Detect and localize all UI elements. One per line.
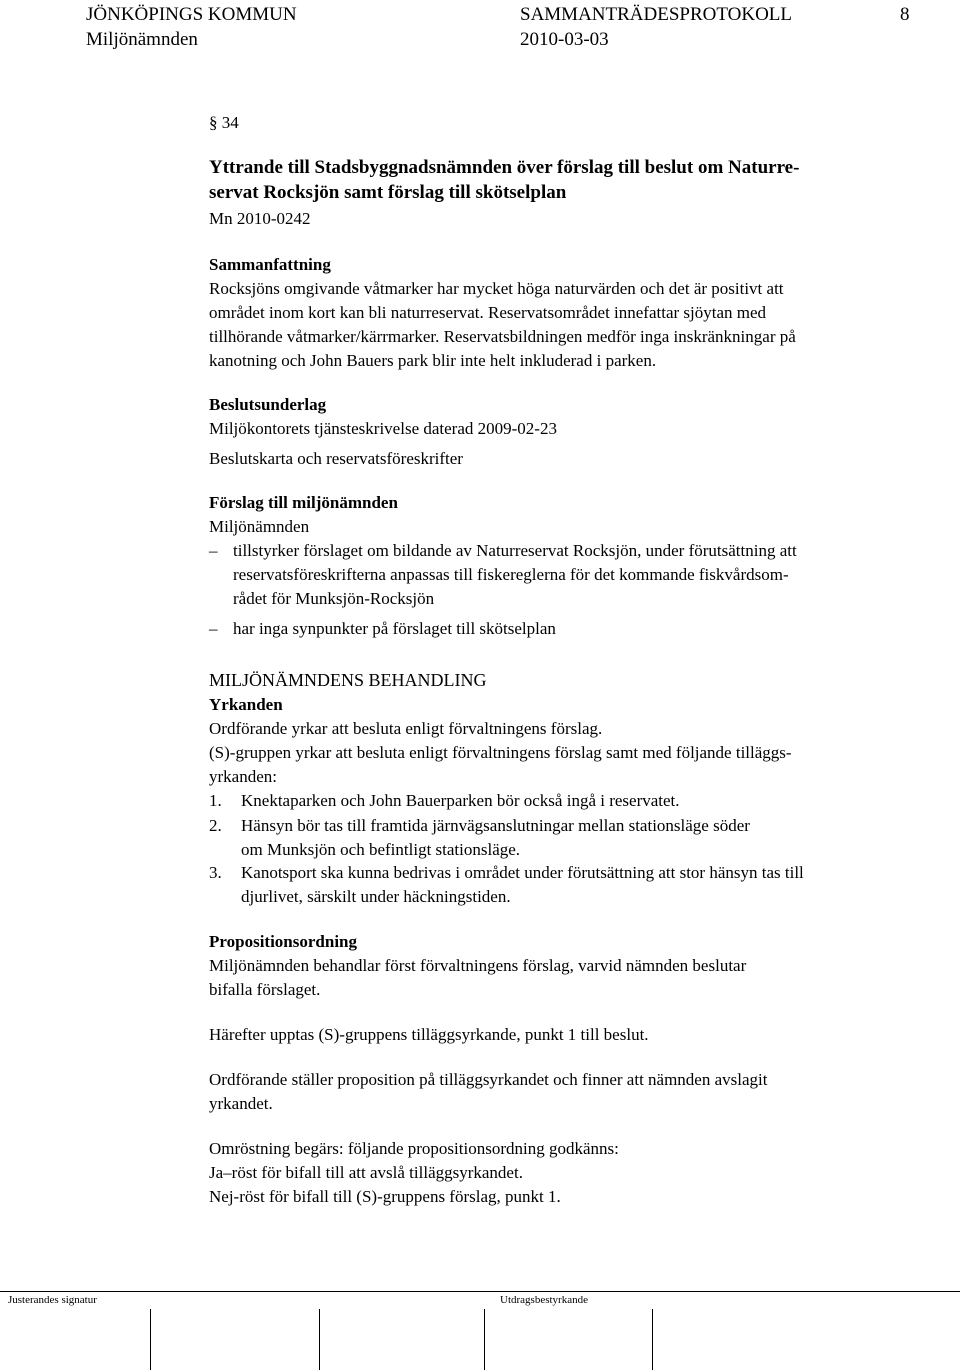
basis-item: Miljökontorets tjänsteskrivelse daterad 2009-02-23 bbox=[209, 419, 557, 438]
signature-box-divider bbox=[319, 1309, 320, 1370]
claim-text: Knektaparken och John Bauerparken bör också ingå i reservatet. bbox=[241, 791, 680, 810]
claims-line: Ordförande yrkar att besluta enligt förvaltningens förslag. bbox=[209, 719, 603, 738]
dash-marker: – bbox=[209, 541, 218, 560]
summary-line: området inom kort kan bli naturreservat. Reservatsområdet innefattar sjöytan med bbox=[209, 303, 767, 322]
claim-number: 2. bbox=[209, 816, 222, 835]
signature-box-divider bbox=[484, 1309, 485, 1370]
certification-label: Utdragsbestyrkande bbox=[500, 1294, 588, 1306]
claims-line: (S)-gruppen yrkar att besluta enligt förvaltningens förslag samt med följande tilläggs- bbox=[209, 743, 792, 762]
item-title-line-2: servat Rocksjön samt förslag till skötselplan bbox=[209, 182, 567, 203]
claims-heading: Yrkanden bbox=[209, 695, 283, 714]
committee-name: Miljönämnden bbox=[86, 29, 198, 50]
proposition-text: bifalla förslaget. bbox=[209, 980, 321, 999]
proposal-item-text: har inga synpunkter på förslaget till skötselplan bbox=[233, 619, 556, 638]
basis-heading: Beslutsunderlag bbox=[209, 395, 327, 414]
claim-number: 1. bbox=[209, 791, 222, 810]
meeting-date: 2010-03-03 bbox=[520, 29, 609, 50]
paragraph-number: § 34 bbox=[209, 113, 239, 132]
page-number: 8 bbox=[900, 4, 910, 25]
proposal-item bbox=[209, 618, 556, 640]
proposal-item-text: reservatsföreskrifterna anpassas till fiskereglerna för det kommande fiskvårdsom- bbox=[233, 565, 789, 584]
claims-line: yrkanden: bbox=[209, 767, 277, 786]
proposition-text: Härefter upptas (S)-gruppens tilläggsyrkande, punkt 1 till beslut. bbox=[209, 1025, 649, 1044]
proposal-heading: Förslag till miljönämnden bbox=[209, 493, 398, 512]
signature-label: Justerandes signatur bbox=[8, 1294, 97, 1306]
footer-divider bbox=[0, 1291, 960, 1292]
summary-heading: Sammanfattning bbox=[209, 255, 331, 274]
signature-box-divider bbox=[652, 1309, 653, 1370]
proposition-text: Miljönämnden behandlar först förvaltningens förslag, varvid nämnden beslutar bbox=[209, 956, 747, 975]
claim-number: 3. bbox=[209, 863, 222, 882]
signature-box-divider bbox=[150, 1309, 151, 1370]
vote-text: Omröstning begärs: följande propositionsordning godkänns: bbox=[209, 1139, 619, 1158]
proposal-item-text: tillstyrker förslaget om bildande av Naturreservat Rocksjön, under förutsättning att bbox=[233, 541, 797, 560]
claim-item bbox=[209, 815, 750, 837]
case-number: Mn 2010-0242 bbox=[209, 209, 311, 228]
proposition-heading: Propositionsordning bbox=[209, 932, 358, 951]
basis-item: Beslutskarta och reservatsföreskrifter bbox=[209, 449, 463, 468]
vote-text: Nej-röst för bifall till (S)-gruppens förslag, punkt 1. bbox=[209, 1187, 561, 1206]
org-name: JÖNKÖPINGS KOMMUN bbox=[86, 4, 297, 25]
summary-line: Rocksjöns omgivande våtmarker har mycket höga naturvärden och det är positivt att bbox=[209, 279, 784, 298]
claim-text: Hänsyn bör tas till framtida järnvägsanslutningar mellan stationsläge söder bbox=[241, 816, 750, 835]
proposal-item bbox=[209, 540, 797, 562]
claim-text: djurlivet, särskilt under häckningstiden. bbox=[241, 887, 511, 906]
claim-text: Kanotsport ska kunna bedrivas i området under förutsättning att stor hänsyn tas till bbox=[241, 863, 804, 882]
claim-item bbox=[209, 862, 804, 884]
proposal-subject: Miljönämnden bbox=[209, 517, 310, 536]
proposition-text: Ordförande ställer proposition på tilläggsyrkandet och finner att nämnden avslagit bbox=[209, 1070, 768, 1089]
proposition-text: yrkandet. bbox=[209, 1094, 273, 1113]
item-title-line-1: Yttrande till Stadsbyggnadsnämnden över förslag till beslut om Naturre- bbox=[209, 157, 800, 178]
treatment-heading: MILJÖNÄMNDENS BEHANDLING bbox=[209, 670, 487, 690]
claim-item bbox=[209, 790, 680, 812]
document-type: SAMMANTRÄDESPROTOKOLL bbox=[520, 4, 793, 25]
proposal-item-text: rådet för Munksjön-Rocksjön bbox=[233, 589, 435, 608]
summary-line: tillhörande våtmarker/kärrmarker. Reservatsbildningen medför inga inskränkningar på bbox=[209, 327, 796, 346]
claim-text: om Munksjön och befintligt stationsläge. bbox=[241, 840, 521, 859]
vote-text: Ja–röst för bifall till att avslå tilläggsyrkandet. bbox=[209, 1163, 523, 1182]
dash-marker: – bbox=[209, 619, 218, 638]
summary-line: kanotning och John Bauers park blir inte helt inkluderad i parken. bbox=[209, 351, 657, 370]
